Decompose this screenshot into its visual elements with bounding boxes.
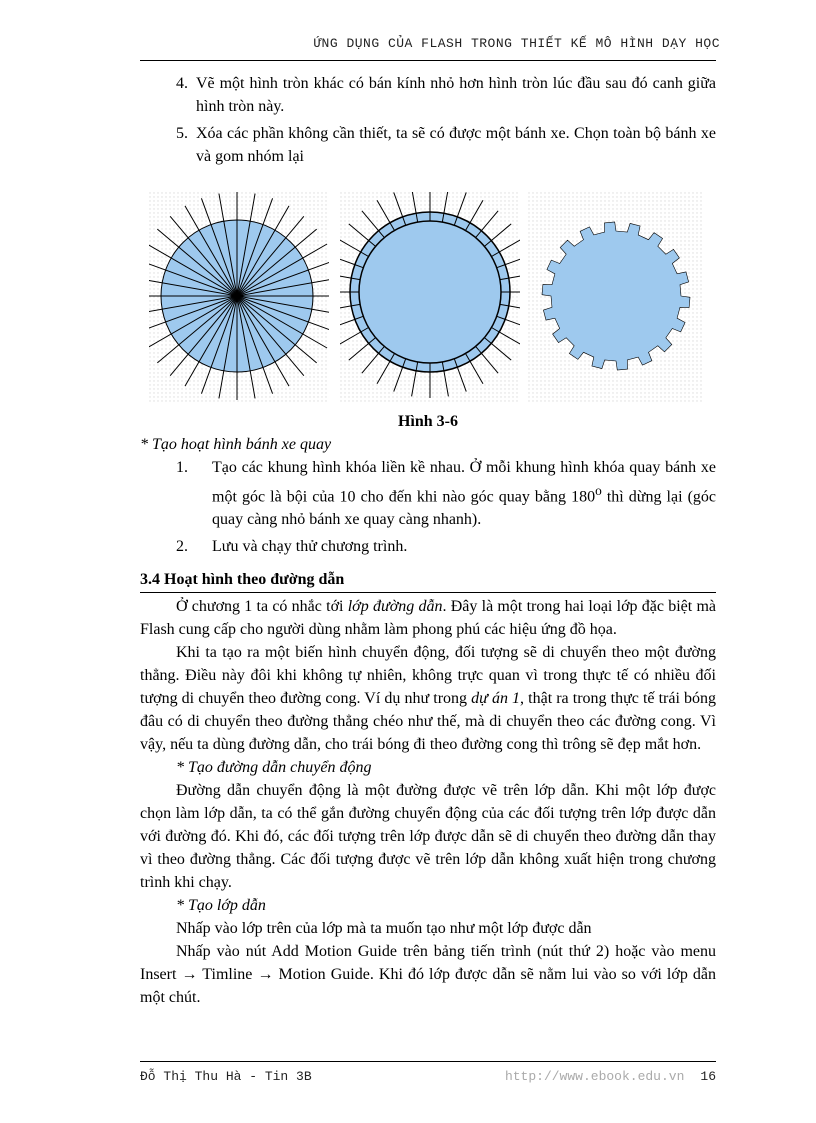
footer-author: Đỗ Thị Thu Hà - Tin 3B [140,1069,312,1084]
paragraph: Nhấp vào nút Add Motion Guide trên bảng tiến trình (nút thứ 2) hoặc vào menu Insert → Timline → Motion Guide. Khi đó lớp được dẫn sẽ nằm lui vào so với lớp dẫn một chút. [140,943,717,1007]
list-text: Vẽ một hình tròn khác có bán kính nhỏ hơn hình tròn lúc đầu sau đó canh giữa hình tròn này. [196,75,716,115]
page-number: 16 [700,1069,716,1084]
footer-right [505,1069,716,1084]
list-text: Xóa các phần không cần thiết, ta sẽ có được một bánh xe. Chọn toàn bộ bánh xe và gom nhóm lại [196,125,716,165]
paragraph: Khi ta tạo ra một biến hình chuyển động, đối tượng sẽ di chuyển theo một đường thẳng. Điều này đôi khi không tự nhiên, không trực quan vì trong thực tế có nhiều đối tượng di chuyển theo đường cong. Ví dụ như trong dự án 1, thật ra trong thực tế trái bóng đâu có di chuyển theo đường thẳng chéo như thế, mà di chuyển theo các đường cong. Vì vậy, nếu ta dùng đường dẫn, cho trái bóng đi theo đường cong thì trông sẽ đẹp mắt hơn. [140,644,716,754]
figure-3-6 [140,192,716,410]
list-item [140,72,716,118]
list-number: 5. [176,125,188,142]
subheading-rotate: * Tạo hoạt hình bánh xe quay [140,436,332,453]
list-text: Tạo các khung hình khóa liền kề nhau. Ở mỗi khung hình khóa quay bánh xe một góc là bội của 10 cho đến khi nào góc quay bằng 180 [212,459,716,506]
page-header: ỨNG DỤNG CỦA FLASH TRONG THIẾT KẾ MÔ HÌNH DẠY HỌC [313,36,720,51]
footer-url[interactable]: http://www.ebook.edu.vn [504,1069,685,1084]
page-content [140,72,716,1009]
paragraph: Đường dẫn chuyển động là một đường được vẽ trên lớp dẫn. Khi một lớp được chọn làm lớp dẫn, ta có thể gắn đường chuyển động của các đối tượng trên lớp được dẫn với đường đó. Khi đó, các đối tượng trên lớp được dẫn sẽ di chuyển theo đường dẫn thay vì theo đường thẳng. Các đối tượng được vẽ trên lớp dẫn không xuất hiện trong chương trình khi chạy. [140,782,716,892]
subheading-guide-layer: * Tạo lớp dẫn [176,897,266,915]
gear-wheel-icon [528,192,704,402]
circle-with-spokes-icon [149,192,329,402]
list-number: 2. [176,538,188,556]
list-item [140,456,716,531]
section-title: 3.4 Hoạt hình theo đường dẫn [140,568,716,593]
list-item [140,535,716,558]
arrow-right-icon: → [181,966,198,984]
list-text: Lưu và chạy thử chương trình. [212,538,408,556]
list-number: 4. [176,75,188,92]
figure-caption: Hình 3-6 [397,413,458,430]
arrow-right-icon: → [257,966,274,984]
footer-rule [140,1061,716,1062]
subheading-motion-path: * Tạo đường dẫn chuyển động [176,759,372,777]
paragraph: Nhấp vào lớp trên của lớp mà ta muốn tạo như một lớp được dẫn [176,920,592,938]
paragraph: Ở chương 1 ta có nhắc tới lớp đường dẫn. Đây là một trong hai loại lớp đặc biệt mà Flash cung cấp cho người dùng nhằm làm phong phú các hiệu ứng đồ họa. [140,598,717,639]
degree-sup: o [595,483,602,498]
list-item [140,122,716,168]
list-number: 1. [176,459,188,476]
header-rule [140,60,716,61]
circle-with-ring-icon [340,192,520,402]
list-text: thì dừng lại (góc quay càng nhỏ bánh xe quay càng nhanh). [212,488,717,529]
